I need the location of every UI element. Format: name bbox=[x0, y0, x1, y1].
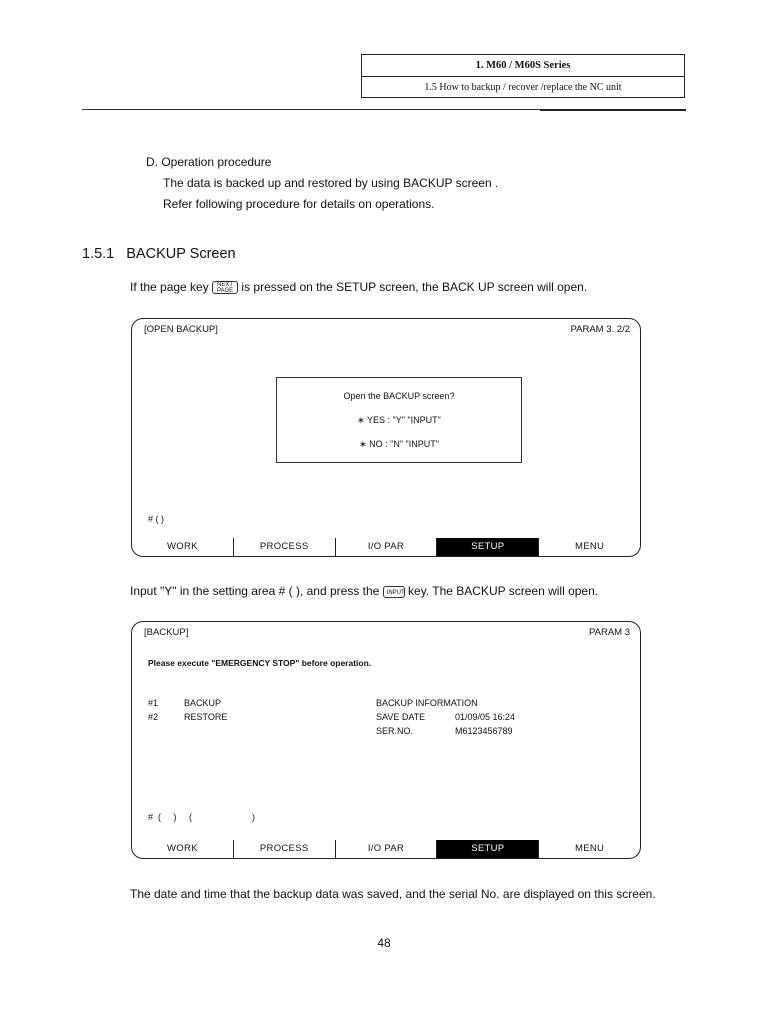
op-line-1: The data is backed up and restored by using BACKUP screen . bbox=[163, 176, 499, 190]
setting-area[interactable]: # ( ) ( ) bbox=[148, 812, 256, 822]
menu-setup[interactable]: SETUP bbox=[436, 538, 538, 556]
menu-item-num-1: #1 bbox=[148, 698, 159, 708]
intro-paragraph bbox=[130, 280, 587, 294]
op-heading: D. Operation procedure bbox=[146, 155, 272, 169]
dialog-question: Open the BACKUP screen? bbox=[343, 391, 455, 401]
section-number: 1.5.1 bbox=[82, 246, 115, 262]
op-line-2: Refer following procedure for details on operations. bbox=[163, 197, 435, 211]
intro-after-key: is pressed on the SETUP screen, the BACK UP screen will open. bbox=[241, 280, 588, 294]
serial-number-label: SER.NO. bbox=[376, 726, 414, 736]
section-subtitle: 1.5 How to backup / recover /replace the NC unit bbox=[424, 82, 622, 93]
key-label-page: PAGE bbox=[216, 288, 234, 295]
menu-bar bbox=[132, 537, 640, 556]
menu-process[interactable]: PROCESS bbox=[233, 840, 335, 858]
save-date-label: SAVE DATE bbox=[376, 712, 426, 722]
menu-bar bbox=[132, 839, 640, 858]
header-rule-thick bbox=[540, 109, 686, 111]
section-heading bbox=[82, 246, 248, 262]
section-title: BACKUP Screen bbox=[126, 246, 236, 262]
running-header bbox=[361, 54, 685, 98]
menu-setup[interactable]: SETUP bbox=[436, 840, 538, 858]
menu-menu[interactable]: MENU bbox=[538, 538, 640, 556]
restore-option[interactable]: RESTORE bbox=[184, 712, 228, 722]
save-date-value: 01/09/05 16:24 bbox=[455, 712, 516, 722]
page-number: 48 bbox=[377, 936, 391, 950]
next-page-key-icon bbox=[212, 281, 238, 294]
confirm-dialog bbox=[276, 377, 522, 463]
dialog-yes-option: ∗ YES : "Y" "INPUT" bbox=[357, 415, 441, 425]
menu-io-par[interactable]: I/O PAR bbox=[335, 840, 437, 858]
backup-screen bbox=[131, 621, 641, 859]
closing-paragraph: The date and time that the backup data was saved, and the serial No. are displayed on this screen. bbox=[130, 887, 656, 901]
menu-process[interactable]: PROCESS bbox=[233, 538, 335, 556]
dialog-no-option: ∗ NO : "N" "INPUT" bbox=[359, 439, 439, 449]
series-title: 1. M60 / M60S Series bbox=[362, 55, 684, 77]
backup-option[interactable]: BACKUP bbox=[184, 698, 222, 708]
input-before-key: Input "Y" in the setting area # ( ), and press the bbox=[130, 584, 380, 598]
setting-area[interactable]: # ( ) bbox=[148, 514, 165, 524]
input-after-key: key. The BACKUP screen will open. bbox=[408, 584, 599, 598]
intro-before-key: If the page key bbox=[130, 280, 209, 294]
emergency-stop-warning: Please execute "EMERGENCY STOP" before operation. bbox=[148, 658, 372, 668]
input-instruction bbox=[130, 584, 598, 598]
menu-menu[interactable]: MENU bbox=[538, 840, 640, 858]
menu-io-par[interactable]: I/O PAR bbox=[335, 538, 437, 556]
screen-title: [OPEN BACKUP] bbox=[144, 324, 218, 335]
menu-work[interactable]: WORK bbox=[167, 843, 198, 854]
param-indicator: PARAM 3 bbox=[588, 627, 630, 638]
screen-title: [BACKUP] bbox=[144, 627, 189, 638]
open-backup-screen bbox=[131, 318, 641, 557]
backup-info-title: BACKUP INFORMATION bbox=[376, 698, 478, 708]
menu-work[interactable]: WORK bbox=[167, 541, 198, 552]
param-indicator: PARAM 3. 2/2 bbox=[570, 324, 630, 335]
menu-item-num-2: #2 bbox=[148, 712, 159, 722]
input-key-icon: INPUT bbox=[383, 586, 405, 598]
serial-number-value: M6123456789 bbox=[455, 726, 513, 736]
key-label-next: NEXT bbox=[217, 282, 234, 289]
